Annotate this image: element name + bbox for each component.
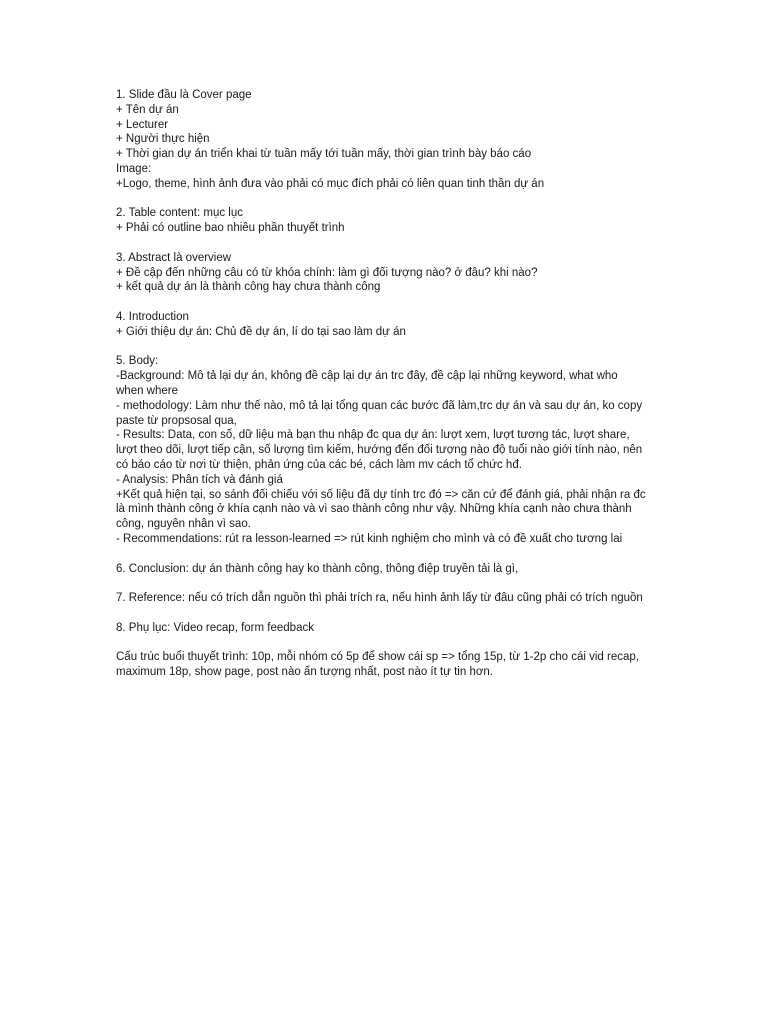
- text-line: 4. Introduction: [116, 310, 189, 323]
- text-line: 1. Slide đầu là Cover page: [116, 89, 252, 101]
- section-conclusion: [116, 562, 646, 577]
- text-line: -Background: Mô tả lại dự án, không đề cập lại dự án trc đây, đề cập lại những keyword, what who when where: [116, 370, 618, 397]
- section-cover-page: [116, 88, 646, 192]
- text-line: + Thời gian dự án triển khai từ tuần mấy tới tuần mấy, thời gian trình bày báo cáo: [116, 148, 532, 161]
- text-line: 8. Phụ lục: Video recap, form feedback: [116, 621, 314, 634]
- section-introduction: [116, 310, 646, 340]
- text-line: + Lecturer: [116, 118, 169, 131]
- text-line: 5. Body:: [116, 355, 159, 368]
- document-body: [116, 88, 646, 695]
- text-line: 3. Abstract là overview: [116, 251, 232, 264]
- text-line: - Analysis: Phân tích và đánh giá: [116, 473, 283, 486]
- section-body: [116, 354, 646, 546]
- section-reference: [116, 591, 646, 606]
- text-line: +Logo, theme, hình ảnh đưa vào phải có mục đích phải có liên quan tinh thần dự án: [116, 177, 545, 190]
- text-line: + Tên dự án: [116, 103, 179, 116]
- text-line: + Giới thiệu dự án: Chủ đề dự án, lí do tại sao làm dự án: [116, 325, 406, 338]
- text-line: + kết quả dự án là thành công hay chưa thành công: [116, 281, 381, 294]
- section-table-content: [116, 206, 646, 236]
- text-line: - methodology: Làm như thế nào, mô tả lại tổng quan các bước đã làm,trc dự án và sau dự án, ko copy paste từ propsosal qua,: [116, 399, 643, 427]
- text-line: - Recommendations: rút ra lesson-learned => rút kinh nghiệm cho mình và có đề xuất cho tương lai: [116, 532, 623, 545]
- text-line: Image:: [116, 162, 152, 175]
- text-line: 7. Reference: nếu có trích dẫn nguồn thì phải trích ra, nếu hình ảnh lấy từ đâu cũng phải có trích nguồn: [116, 592, 643, 605]
- text-line: Cấu trúc buổi thuyết trình: 10p, mỗi nhóm có 5p để show cái sp => tổng 15p, từ 1-2p cho cái vid recap, maximum 18p, show page, post nào ấn tượng nhất, post nào ít tự tin hơn.: [116, 651, 639, 679]
- text-line: +Kết quả hiện tại, so sánh đối chiếu với số liệu đã dự tính trc đó => căn cứ để đánh giá, phải nhận ra đc là mình thành công ở khía cạnh nào và vì sao thành công như vậy. Những khía cạnh nào chưa thành công, nguyên nhân vì sao.: [116, 488, 646, 531]
- text-line: - Results: Data, con số, dữ liệu mà bạn thu nhập đc qua dự án: lượt xem, lượt tương tác, lượt share, lượt theo dõi, lượt tiếp cận, số lượng tìm kiếm, hướng đến đối tượng nào độ tuổi nào giới tính nào, nên có báo cáo từ nơi từ thiện, phản ứng của các bé, cách làm mv cách tổ chức hđ.: [116, 429, 643, 471]
- text-line: + Đề cập đến những câu có từ khóa chính: làm gì đối tượng nào? ở đâu? khi nào?: [116, 266, 538, 279]
- text-line: + Người thực hiện: [116, 133, 210, 146]
- section-appendix: [116, 621, 646, 636]
- text-line: 2. Table content: mục lục: [116, 207, 243, 220]
- text-line: + Phải có outline bao nhiêu phần thuyết trình: [116, 222, 345, 235]
- section-abstract: [116, 251, 646, 295]
- section-presentation-structure: [116, 650, 646, 680]
- text-line: 6. Conclusion: dự án thành công hay ko thành công, thông điệp truyền tải là gì,: [116, 562, 519, 575]
